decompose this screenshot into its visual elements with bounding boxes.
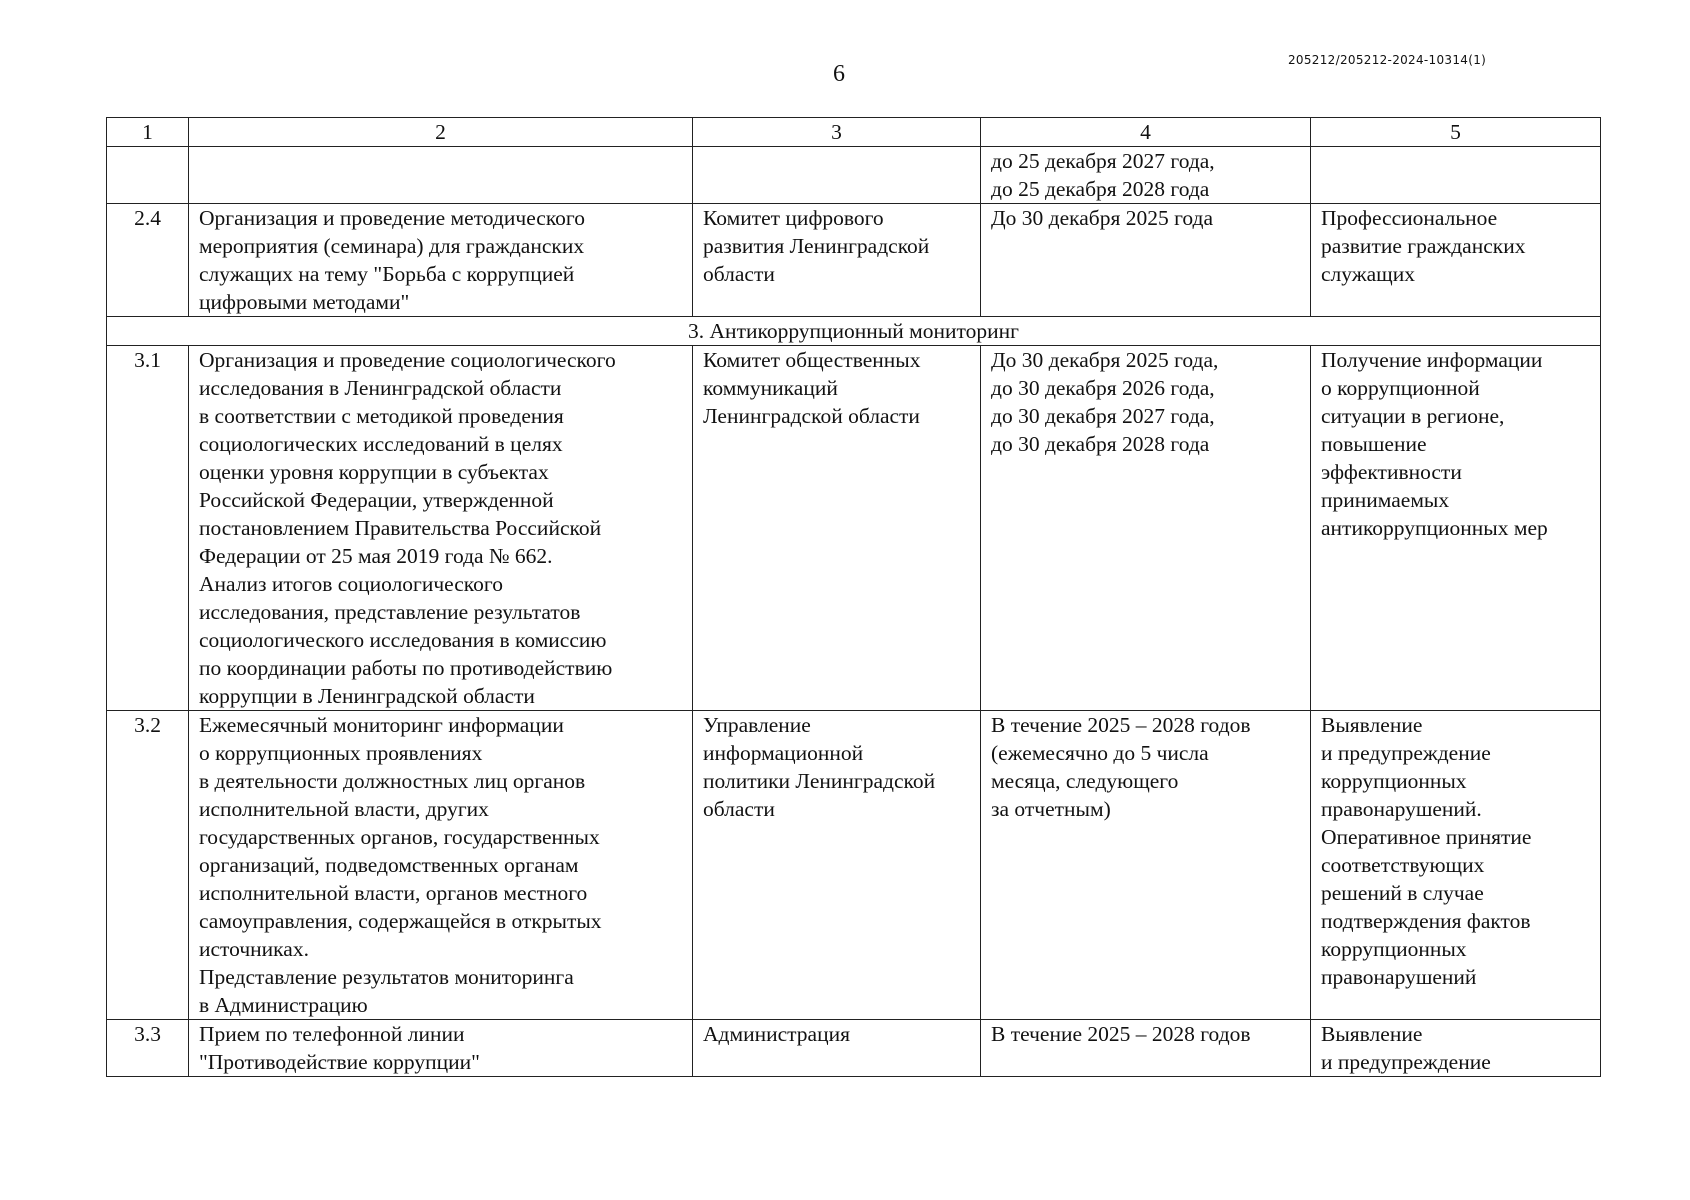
- column-header-3: 3: [693, 118, 981, 147]
- row-deadline: до 25 декабря 2027 года, до 25 декабря 2028 года: [981, 147, 1311, 204]
- section-row-3: [107, 317, 1601, 346]
- row-action: Организация и проведение социологического исследования в Ленинградской области в соответствии с методикой проведения социологических исследований в целях оценки уровня коррупции в субъектах Российской Федерации, утвержденной постановлением Правительства Российской Федерации от 25 мая 2019 года № 662. Анализ итогов социологического исследования, представление результатов социологического исследования в комиссию по координации работы по противодействию коррупции в Ленинградской области: [189, 346, 693, 711]
- row-result: Выявление и предупреждение коррупционных правонарушений. Оперативное принятие соответствующих решений в случае подтверждения фактов коррупционных правонарушений: [1311, 711, 1601, 1020]
- row-number: 2.4: [107, 204, 189, 317]
- activity-plan-table: [106, 117, 1601, 1077]
- row-number: [107, 147, 189, 204]
- table-header-row: [107, 118, 1601, 147]
- table-row-continuation: [107, 147, 1601, 204]
- row-deadline: До 30 декабря 2025 года, до 30 декабря 2026 года, до 30 декабря 2027 года, до 30 декабря 2028 года: [981, 346, 1311, 711]
- document-code: 205212/205212-2024-10314(1): [1288, 53, 1487, 67]
- row-result: Выявление и предупреждение: [1311, 1020, 1601, 1077]
- row-responsible: Администрация: [693, 1020, 981, 1077]
- row-deadline: До 30 декабря 2025 года: [981, 204, 1311, 317]
- row-action: [189, 147, 693, 204]
- row-result: Получение информации о коррупционной ситуации в регионе, повышение эффективности принимаемых антикоррупционных мер: [1311, 346, 1601, 711]
- table-row-2-4: [107, 204, 1601, 317]
- column-header-5: 5: [1311, 118, 1601, 147]
- row-action: Организация и проведение методического мероприятия (семинара) для гражданских служащих на тему "Борьба с коррупцией цифровыми методами": [189, 204, 693, 317]
- row-number: 3.2: [107, 711, 189, 1020]
- page-number: 6: [833, 61, 845, 87]
- table-row-3-3: [107, 1020, 1601, 1077]
- row-responsible: [693, 147, 981, 204]
- row-deadline: В течение 2025 – 2028 годов (ежемесячно до 5 числа месяца, следующего за отчетным): [981, 711, 1311, 1020]
- row-responsible: Комитет цифрового развития Ленинградской области: [693, 204, 981, 317]
- section-title: 3. Антикоррупционный мониторинг: [107, 317, 1601, 346]
- column-header-2: 2: [189, 118, 693, 147]
- column-header-1: 1: [107, 118, 189, 147]
- table-row-3-1: [107, 346, 1601, 711]
- row-result: Профессиональное развитие гражданских служащих: [1311, 204, 1601, 317]
- row-number: 3.1: [107, 346, 189, 711]
- table-row-3-2: [107, 711, 1601, 1020]
- row-action: Прием по телефонной линии "Противодействие коррупции": [189, 1020, 693, 1077]
- row-action: Ежемесячный мониторинг информации о коррупционных проявлениях в деятельности должностных лиц органов исполнительной власти, других государственных органов, государственных организаций, подведомственных органам исполнительной власти, органов местного самоуправления, содержащейся в открытых источниках. Представление результатов мониторинга в Администрацию: [189, 711, 693, 1020]
- row-responsible: Управление информационной политики Ленинградской области: [693, 711, 981, 1020]
- row-deadline: В течение 2025 – 2028 годов: [981, 1020, 1311, 1077]
- row-result: [1311, 147, 1601, 204]
- row-number: 3.3: [107, 1020, 189, 1077]
- column-header-4: 4: [981, 118, 1311, 147]
- row-responsible: Комитет общественных коммуникаций Ленинградской области: [693, 346, 981, 711]
